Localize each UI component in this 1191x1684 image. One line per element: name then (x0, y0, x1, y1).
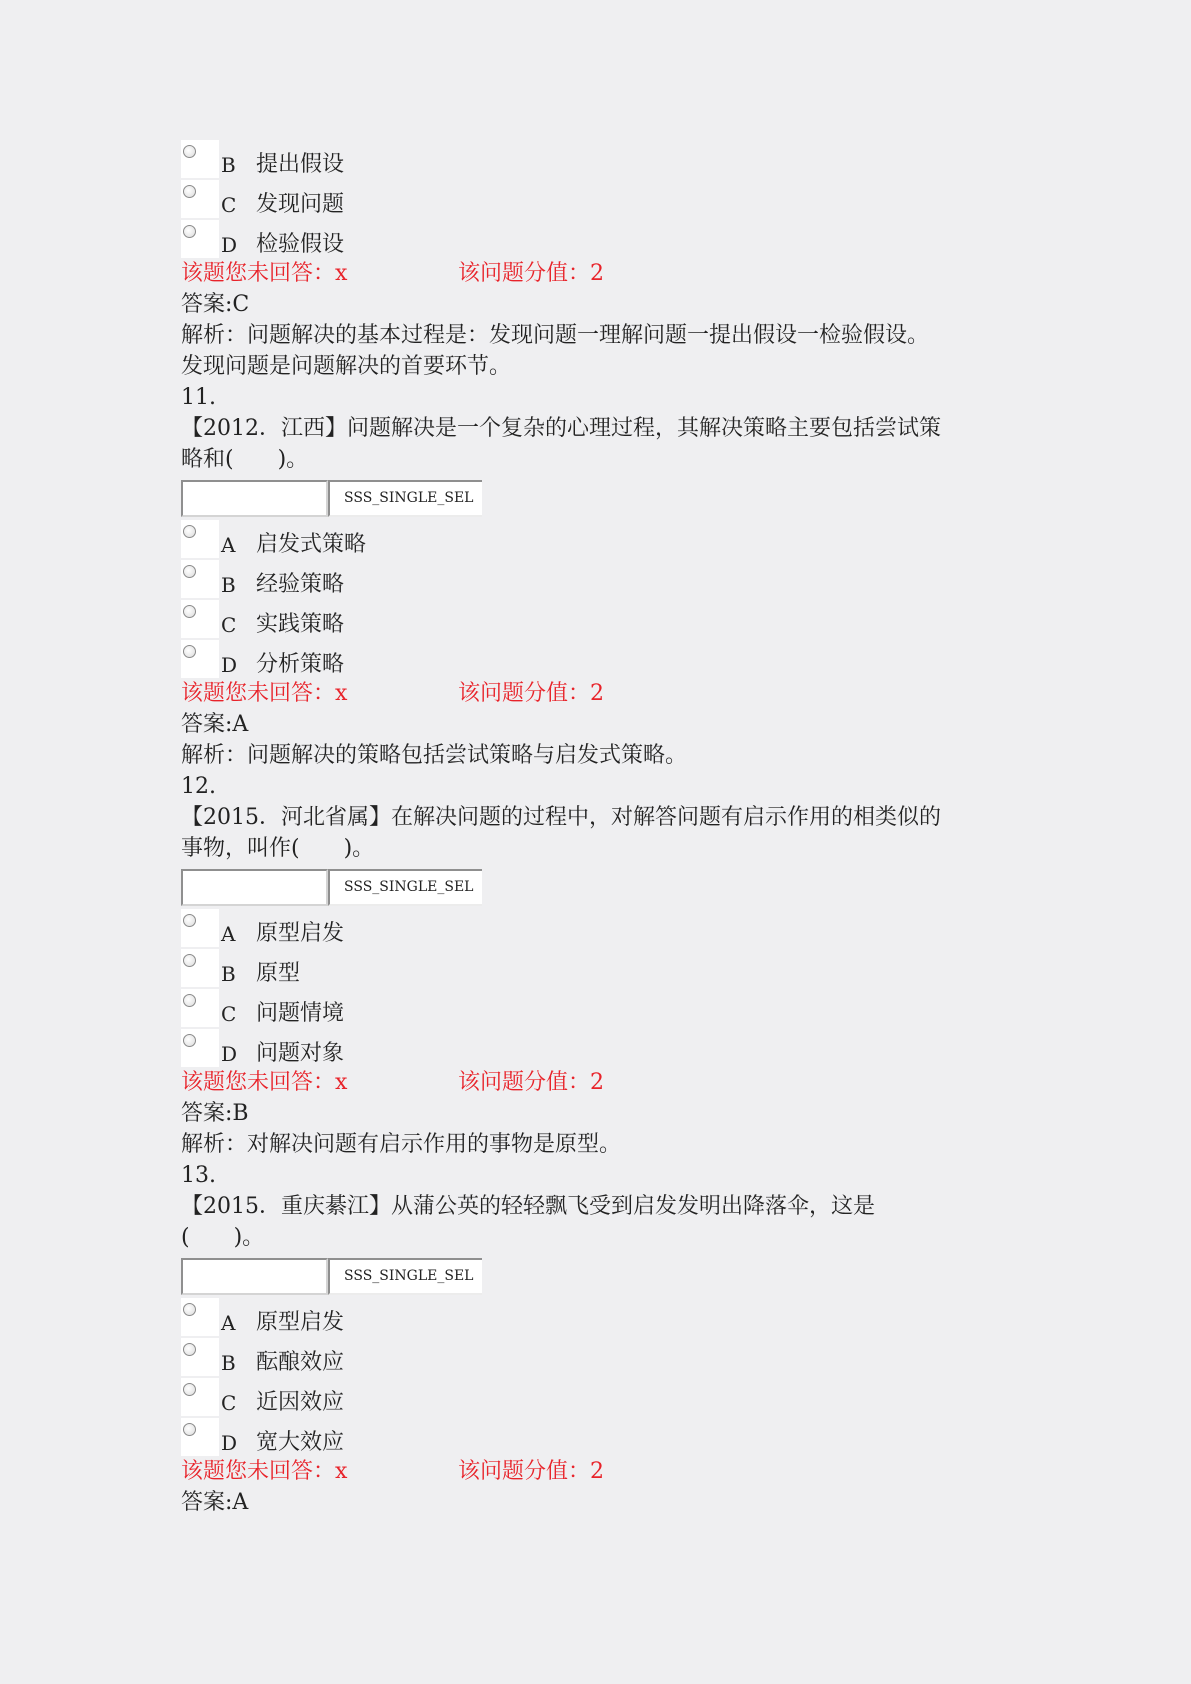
option-letter: B (221, 153, 236, 177)
unanswered-status: 该题您未回答：x (181, 681, 348, 706)
score-value: 该问题分值：2 (458, 1459, 604, 1484)
option-d[interactable] (181, 638, 1021, 678)
select-type-label: SSS_SINGLE_SEL (328, 869, 482, 906)
score-value: 该问题分值：2 (458, 681, 604, 706)
radio-box (181, 909, 219, 947)
analysis-text: 解析：对解决问题有启示作用的事物是原型。 (181, 1132, 622, 1157)
question-number: 11. (181, 385, 216, 410)
option-c[interactable] (181, 598, 1021, 638)
radio-button[interactable] (183, 994, 196, 1007)
analysis-text: 解析：问题解决的基本过程是：发现问题一理解问题一提出假设一检验假设。 (181, 323, 930, 348)
option-letter: A (221, 922, 236, 946)
option-letter: C (221, 193, 237, 217)
radio-box (181, 1418, 219, 1456)
option-letter: C (221, 1391, 237, 1415)
option-text: 原型 (256, 961, 301, 986)
answer-status (181, 258, 1021, 289)
score-value: 该问题分值：2 (458, 261, 604, 286)
option-d[interactable] (181, 218, 1021, 258)
option-c[interactable] (181, 987, 1021, 1027)
radio-button[interactable] (183, 525, 196, 538)
option-text: 近因效应 (256, 1390, 345, 1415)
option-text: 原型启发 (256, 1310, 345, 1335)
radio-box (181, 1378, 219, 1416)
option-letter: B (221, 1351, 236, 1375)
question-stem: 【2012．江西】问题解决是一个复杂的心理过程，其解决策略主要包括尝试策 (181, 416, 941, 441)
score-value: 该问题分值：2 (458, 1070, 604, 1095)
option-a[interactable] (181, 1296, 1021, 1336)
exam-page (181, 138, 1021, 1518)
select-type-label: SSS_SINGLE_SEL (328, 1258, 482, 1295)
option-letter: B (221, 573, 236, 597)
radio-box (181, 140, 219, 178)
correct-answer: 答案:C (181, 292, 250, 317)
option-text: 问题对象 (256, 1041, 345, 1066)
option-d[interactable] (181, 1027, 1021, 1067)
option-letter: B (221, 962, 236, 986)
radio-button[interactable] (183, 1303, 196, 1316)
radio-button[interactable] (183, 145, 196, 158)
option-d[interactable] (181, 1416, 1021, 1456)
answer-select-row (181, 869, 1021, 907)
question-stem: 事物，叫作( )。 (181, 836, 375, 861)
radio-box (181, 640, 219, 678)
option-c[interactable] (181, 1376, 1021, 1416)
option-text: 提出假设 (256, 152, 345, 177)
radio-box (181, 180, 219, 218)
radio-box (181, 560, 219, 598)
answer-input[interactable] (181, 869, 328, 906)
option-text: 分析策略 (256, 652, 345, 677)
answer-status (181, 1067, 1021, 1098)
radio-button[interactable] (183, 1343, 196, 1356)
question-13 (181, 1160, 1021, 1518)
unanswered-status: 该题您未回答：x (181, 1459, 348, 1484)
unanswered-status: 该题您未回答：x (181, 1070, 348, 1095)
question-number: 13. (181, 1163, 216, 1188)
correct-answer: 答案:A (181, 712, 249, 737)
option-letter: D (221, 233, 238, 257)
question-10 (181, 138, 1021, 382)
option-text: 问题情境 (256, 1001, 345, 1026)
radio-button[interactable] (183, 185, 196, 198)
correct-answer: 答案:B (181, 1101, 249, 1126)
option-text: 发现问题 (256, 192, 345, 217)
option-letter: D (221, 653, 238, 677)
radio-box (181, 949, 219, 987)
radio-box (181, 1298, 219, 1336)
option-text: 经验策略 (256, 572, 345, 597)
option-letter: D (221, 1431, 238, 1455)
radio-button[interactable] (183, 225, 196, 238)
option-text: 检验假设 (256, 232, 345, 257)
option-c[interactable] (181, 178, 1021, 218)
question-stem: 【2015．河北省属】在解决问题的过程中，对解答问题有启示作用的相类似的 (181, 805, 941, 830)
option-a[interactable] (181, 907, 1021, 947)
radio-box (181, 520, 219, 558)
radio-box (181, 1029, 219, 1067)
option-letter: D (221, 1042, 238, 1066)
option-b[interactable] (181, 1336, 1021, 1376)
question-stem: ( )。 (181, 1225, 265, 1250)
analysis-text: 发现问题是问题解决的首要环节。 (181, 354, 512, 379)
option-b[interactable] (181, 558, 1021, 598)
radio-box (181, 220, 219, 258)
question-stem: 略和( )。 (181, 447, 309, 472)
option-text: 启发式策略 (256, 532, 367, 557)
option-b[interactable] (181, 138, 1021, 178)
option-letter: A (221, 1311, 236, 1335)
radio-box (181, 1338, 219, 1376)
answer-status (181, 678, 1021, 709)
option-b[interactable] (181, 947, 1021, 987)
unanswered-status: 该题您未回答：x (181, 261, 348, 286)
radio-button[interactable] (183, 1423, 196, 1436)
radio-button[interactable] (183, 914, 196, 927)
radio-button[interactable] (183, 1383, 196, 1396)
answer-input[interactable] (181, 1258, 328, 1295)
answer-select-row (181, 480, 1021, 518)
option-letter: A (221, 533, 236, 557)
answer-select-row (181, 1258, 1021, 1296)
radio-button[interactable] (183, 1034, 196, 1047)
radio-button[interactable] (183, 565, 196, 578)
analysis-text: 解析：问题解决的策略包括尝试策略与启发式策略。 (181, 743, 688, 768)
question-11 (181, 382, 1021, 771)
radio-button[interactable] (183, 605, 196, 618)
radio-button[interactable] (183, 645, 196, 658)
option-letter: C (221, 1002, 237, 1026)
answer-status (181, 1456, 1021, 1487)
option-a[interactable] (181, 518, 1021, 558)
answer-input[interactable] (181, 480, 328, 517)
option-text: 实践策略 (256, 612, 345, 637)
question-12 (181, 771, 1021, 1160)
radio-box (181, 989, 219, 1027)
correct-answer: 答案:A (181, 1490, 249, 1515)
option-letter: C (221, 613, 237, 637)
option-text: 酝酿效应 (256, 1350, 345, 1375)
question-stem: 【2015．重庆綦江】从蒲公英的轻轻飘飞受到启发发明出降落伞，这是 (181, 1194, 875, 1219)
option-text: 原型启发 (256, 921, 345, 946)
option-text: 宽大效应 (256, 1430, 345, 1455)
question-number: 12. (181, 774, 216, 799)
radio-box (181, 600, 219, 638)
radio-button[interactable] (183, 954, 196, 967)
select-type-label: SSS_SINGLE_SEL (328, 480, 482, 517)
